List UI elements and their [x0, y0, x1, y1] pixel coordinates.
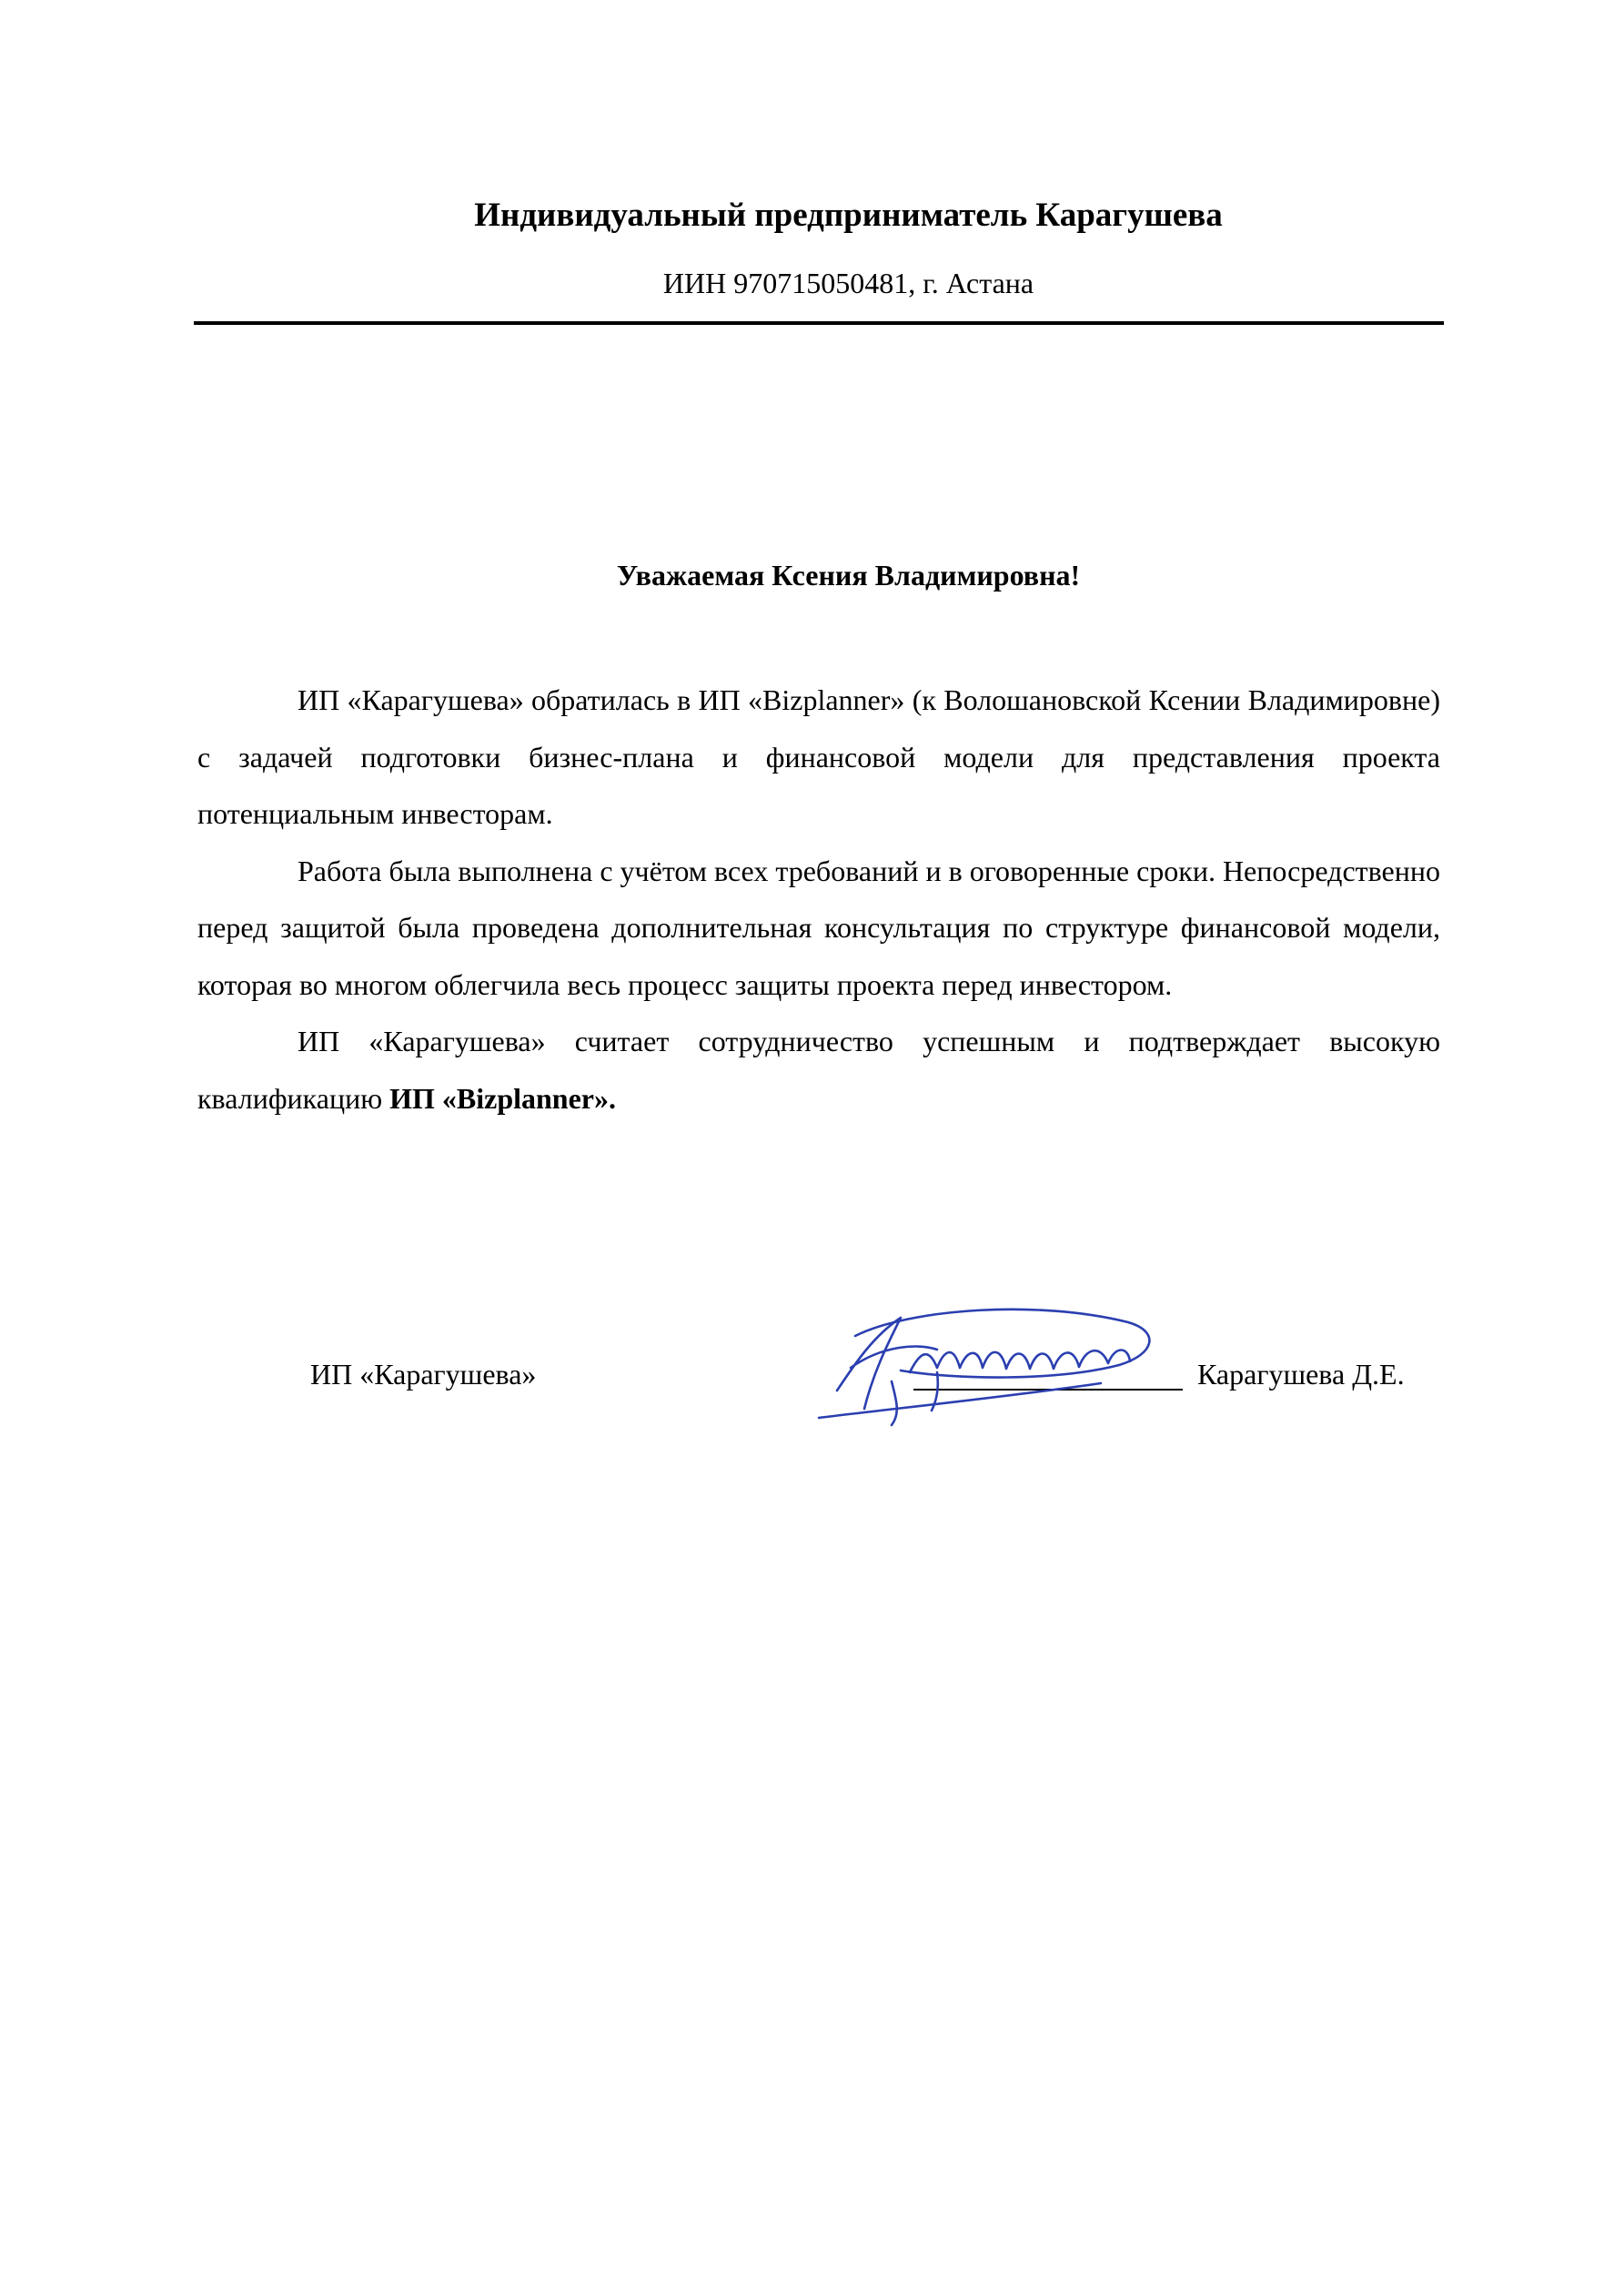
letterhead-title: Индивидуальный предприниматель Карагушева [474, 197, 1223, 234]
paragraph-3-bold: ИП «Bizplanner». [389, 1081, 616, 1115]
letterhead-subtitle: ИИН 970715050481, г. Астана [662, 267, 1034, 299]
letterhead-divider [194, 321, 1444, 325]
salutation: Уважаемая Ксения Владимировна! [616, 559, 1081, 592]
signatory-organization: ИП «Карагушева» [310, 1358, 537, 1391]
paragraph-3-text: ИП «Карагушева» считает сотрудничество успешным и подтверждает высокую квалификацию [197, 1025, 1440, 1115]
paragraph-1: ИП «Карагушева» обратилась в ИП «Bizplanner» (к Волошановской Ксении Владимировне) с задачей подготовки бизнес-плана и финансовой модели для представления проекта потенциальным инвесторам. [197, 683, 1440, 830]
signatory-name: Карагушева Д.Е. [1197, 1358, 1405, 1391]
handwritten-signature [801, 1281, 1165, 1427]
paragraph-3 [197, 1013, 1440, 1127]
paragraph-2: Работа была выполнена с учётом всех требований и в оговоренные сроки. Непосредственно перед защитой была проведена дополнительная консультация по структуре финансовой модели, которая во многом облегчила весь процесс защиты проекта перед инвестором. [197, 854, 1440, 1001]
letter-body [197, 672, 1440, 1127]
